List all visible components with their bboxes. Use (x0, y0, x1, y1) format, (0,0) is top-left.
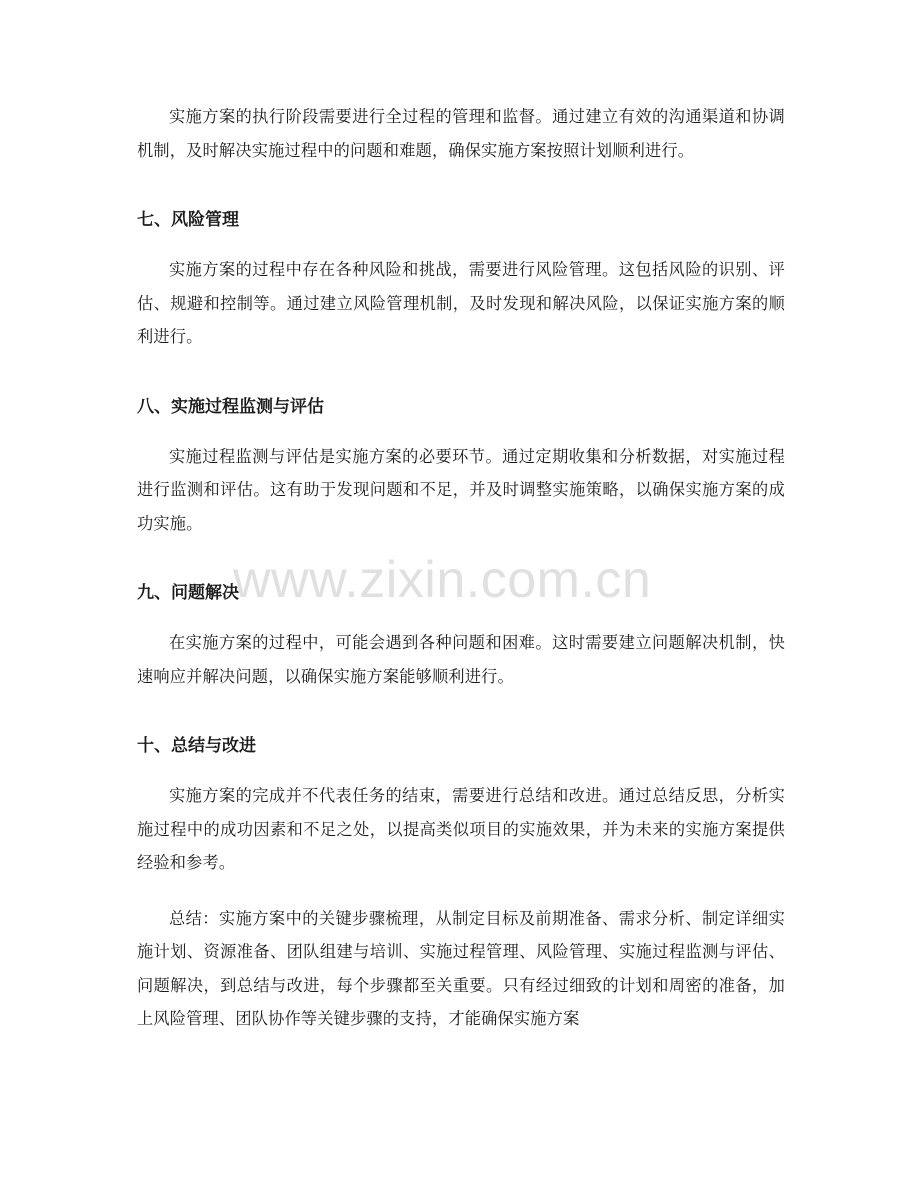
section-body-summary-improvement: 实施方案的完成并不代表任务的结束，需要进行总结和改进。通过总结反思，分析实施过程中的成功因素和不足之处，以提高类似项目的实施效果，并为未来的实施方案提供经验和参考。 (137, 786, 785, 872)
section-gap (137, 354, 785, 376)
section-heading-monitoring-evaluation: 八、实施过程监测与评估 (137, 396, 324, 417)
section-gap (137, 167, 785, 189)
section-body-problem-solving: 在实施方案的过程中，可能会遇到各种问题和困难。这时需要建立问题解决机制，快速响应并解决问题，以确保实施方案能够顺利进行。 (137, 633, 785, 686)
section-body-monitoring-evaluation: 实施过程监测与评估是实施方案的必要环节。通过定期收集和分析数据，对实施过程进行监测和评估。这有助于发现问题和不足，并及时调整实施策略，以确保实施方案的成功实施。 (137, 446, 785, 533)
intro-paragraph: 实施方案的执行阶段需要进行全过程的管理和监督。通过建立有效的沟通渠道和协调机制，及时解决实施过程中的问题和难题，确保实施方案按照计划顺利进行。 (137, 107, 785, 160)
section-heading-problem-solving: 九、问题解决 (137, 583, 239, 603)
section-gap (137, 693, 785, 715)
section-gap (137, 540, 785, 562)
summary-paragraph: 总结：实施方案中的关键步骤梳理，从制定目标及前期准备、需求分析、制定详细实施计划、资源准备、团队组建与培训、实施过程管理、风险管理、实施过程监测与评估、问题解决，到总结与改进，每个步骤都至关重要。只有经过细致的计划和周密的准备，加上风险管理、团队协作等关键步骤的支持，才能确保实施方案 (137, 908, 785, 1028)
section-body-risk-management: 实施方案的过程中存在各种风险和挑战，需要进行风险管理。这包括风险的识别、评估、规避和控制等。通过建立风险管理机制，及时发现和解决风险，以保证实施方案的顺利进行。 (137, 260, 785, 346)
section-gap (137, 880, 785, 902)
document-body (137, 100, 785, 1036)
watermark-text: www.zixin.com.cn (233, 551, 652, 609)
section-heading-risk-management: 七、风险管理 (137, 210, 239, 230)
section-heading-summary-improvement: 十、总结与改进 (137, 736, 256, 756)
